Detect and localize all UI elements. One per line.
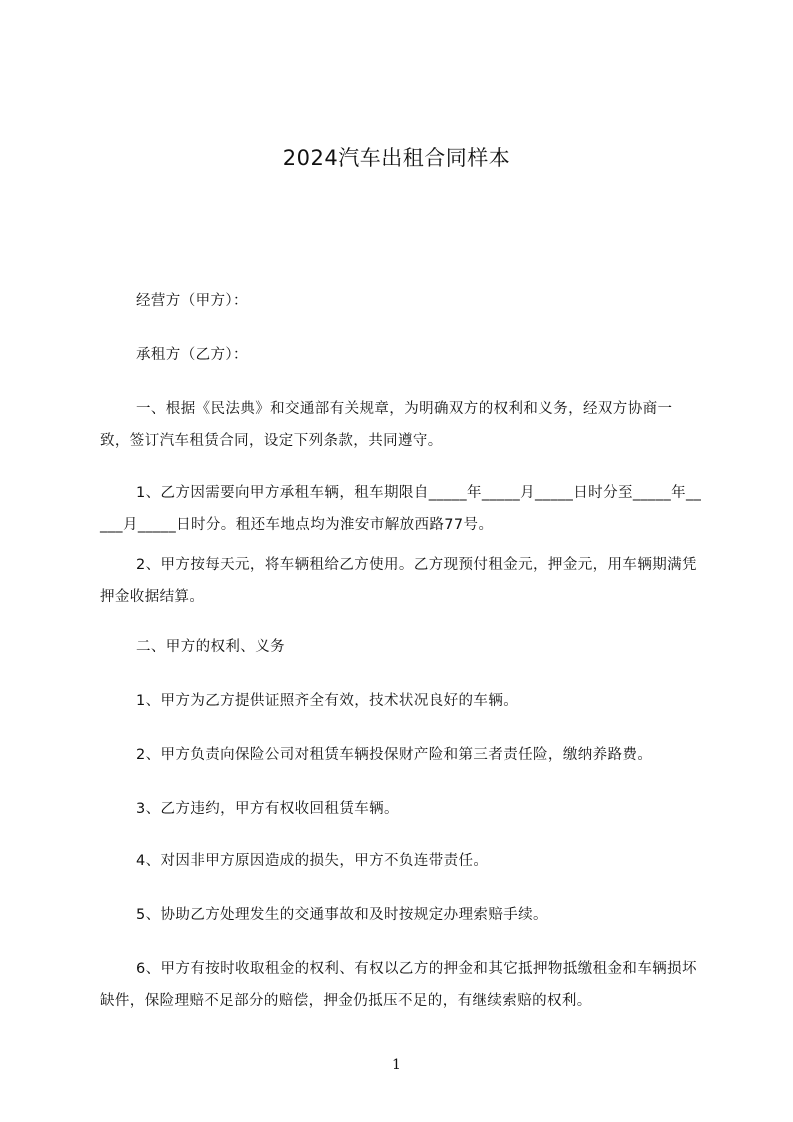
clause-2-2: 2、甲方负责向保险公司对租赁车辆投保财产险和第三者责任险，缴纳养路费。 (136, 747, 653, 763)
clause-2-3: 3、乙方违约，甲方有权收回租赁车辆。 (136, 801, 399, 817)
document-title: 2024汽车出租合同样本 (282, 146, 511, 170)
section-one-intro: 一、根据《民法典》和交通部有关规章，为明确双方的权利和义务，经双方协商一致，签订汽车租赁合同，设定下列条款，共同遵守。 (100, 401, 673, 449)
page-number: 1 (392, 1057, 401, 1073)
clause-1-2: 2、甲方按每天元，将车辆租给乙方使用。乙方现预付租金元，押金元，用车辆期满凭押金收据结算。 (100, 557, 697, 605)
clause-2-4: 4、对因非甲方原因造成的损失，甲方不负连带责任。 (136, 853, 489, 869)
clause-2-5: 5、协助乙方处理发生的交通事故和及时按规定办理索赔手续。 (136, 907, 548, 923)
party-b-line: 承租方（乙方）： (136, 347, 248, 363)
clause-1-1: 1、乙方因需要向甲方承租车辆，租车期限自_____年_____月_____日时分至_____年_____月_____日时分。租还车地点均为淮安市解放西路77号。 (100, 485, 702, 533)
section-two-heading: 二、甲方的权利、义务 (136, 639, 285, 655)
party-a-line: 经营方（甲方）： (136, 293, 248, 309)
clause-2-6: 6、甲方有按时收取租金的权利、有权以乙方的押金和其它抵押物抵缴租金和车辆损坏缺件，保险理赔不足部分的赔偿，押金仍抵压不足的，有继续索赔的权利。 (100, 961, 697, 1009)
clause-2-1: 1、甲方为乙方提供证照齐全有效，技术状况良好的车辆。 (136, 693, 519, 709)
